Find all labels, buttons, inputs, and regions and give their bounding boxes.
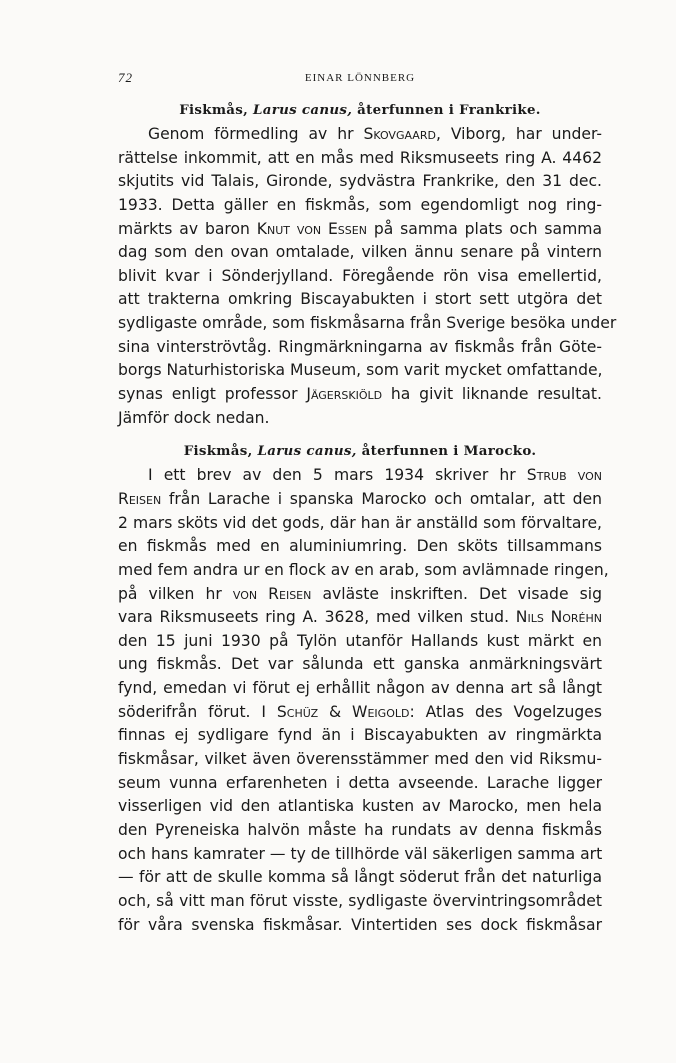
text-line bbox=[118, 288, 602, 312]
small-caps-name: Jägerskiöld bbox=[306, 385, 383, 404]
text-segment: ha givit liknande resultat. bbox=[382, 385, 602, 404]
small-caps-name: Nils Noréhn bbox=[515, 608, 602, 627]
text-segment: blivit kvar i Sönderjylland. Föregående rön visa emellertid, bbox=[118, 266, 602, 285]
text-line bbox=[118, 701, 602, 725]
text-segment: skjutits vid Talais, Gironde, sydvästra Frankrike, den 31 dec. bbox=[118, 172, 602, 191]
section-title-part: Fiskmås, bbox=[179, 102, 254, 118]
text-line bbox=[118, 819, 602, 843]
text-segment: dag som den ovan omtalade, vilken ännu senare på vintern bbox=[118, 243, 602, 262]
text-line bbox=[118, 535, 602, 559]
text-segment: finnas ej sydligare fynd än i Biscayabukten av ringmärkta bbox=[118, 726, 602, 745]
text-segment: och hans kamrater — ty de tillhörde väl säkerligen samma art bbox=[118, 844, 603, 863]
text-line bbox=[118, 123, 602, 147]
text-segment: 2 mars sköts vid det gods, där han är anställd som förvaltare, bbox=[118, 513, 602, 532]
page-number: 72 bbox=[118, 70, 133, 85]
text-line bbox=[118, 312, 617, 336]
section-title-part: återfunnen i Marocko. bbox=[356, 443, 537, 460]
page-header bbox=[118, 70, 602, 88]
text-line bbox=[118, 583, 602, 607]
running-head: EINAR LÖNNBERG bbox=[304, 72, 416, 84]
text-line bbox=[118, 843, 602, 867]
text-segment: för våra svenska fiskmåsar. Vintertiden ses dock fiskmåsar bbox=[118, 915, 602, 934]
text-line bbox=[118, 606, 602, 630]
paragraph-frankrike bbox=[118, 123, 617, 430]
text-line bbox=[118, 724, 602, 748]
text-line bbox=[118, 630, 602, 654]
page-content bbox=[118, 97, 617, 937]
section-title-marocko bbox=[118, 438, 602, 464]
text-line bbox=[118, 748, 602, 772]
small-caps-name: Knut von Essen bbox=[256, 219, 367, 238]
small-caps-name: Strub von bbox=[526, 466, 602, 485]
text-segment: rättelse inkommit, att en mås med Riksmuseets ring A. 4462 bbox=[118, 148, 602, 167]
text-line bbox=[118, 194, 602, 218]
text-segment: ung fiskmås. Det var sålunda ett ganska anmärkningsvärt bbox=[118, 655, 602, 674]
text-segment: märkts av baron bbox=[118, 219, 257, 238]
text-line bbox=[118, 653, 602, 677]
text-line bbox=[118, 170, 602, 194]
section-title-part: Fiskmås, bbox=[183, 443, 258, 460]
text-segment: fynd, emedan vi förut ej erhållit någon av denna art så långt bbox=[118, 679, 602, 698]
text-line bbox=[118, 677, 602, 701]
text-segment: avläste inskriften. Det visade sig bbox=[311, 584, 602, 603]
text-line bbox=[118, 336, 602, 360]
text-segment: den 15 juni 1930 på Tylön utanför Hallands kust märkt en bbox=[118, 631, 602, 650]
text-line bbox=[118, 914, 602, 938]
text-segment: visserligen vid den atlantiska kusten av Marocko, men hela bbox=[118, 797, 602, 816]
text-line bbox=[118, 359, 602, 383]
section-title-part: återfunnen i Frankrike. bbox=[352, 102, 541, 118]
section-title-latin-name: Larus canus, bbox=[253, 102, 353, 118]
text-segment: och, så vitt man förut visste, sydligaste övervintringsområdet bbox=[118, 891, 602, 910]
text-line bbox=[118, 795, 602, 819]
small-caps-name: von Reisen bbox=[232, 584, 312, 603]
text-line bbox=[118, 265, 602, 289]
section-title-frankrike bbox=[118, 97, 602, 123]
text-segment: borgs Naturhistoriska Museum, som varit mycket omfattande, bbox=[118, 361, 603, 380]
text-line bbox=[118, 464, 602, 488]
text-segment: , Viborg, har under- bbox=[435, 125, 602, 143]
text-segment: I ett brev av den 5 mars 1934 skriver hr bbox=[148, 466, 527, 485]
text-segment: att trakterna omkring Biscayabukten i stort sett utgöra det bbox=[118, 290, 602, 309]
text-segment: Genom förmedling av hr bbox=[148, 125, 364, 143]
text-segment: seum vunna erfarenheten i detta avseende. Larache ligger bbox=[118, 773, 602, 792]
text-segment: : Atlas des Vogelzuges bbox=[409, 702, 602, 721]
small-caps-name: Skovgaard bbox=[363, 125, 436, 143]
text-segment: fiskmåsar, vilket även överensstämmer med den vid Riksmu- bbox=[118, 750, 602, 769]
text-line bbox=[118, 866, 602, 890]
small-caps-name: Schüz & Weigold bbox=[276, 702, 410, 721]
text-segment: vara Riksmuseets ring A. 3628, med vilken stud. bbox=[118, 608, 516, 627]
paragraph-marocko bbox=[118, 464, 609, 937]
text-line bbox=[118, 772, 602, 796]
text-segment: — för att de skulle komma så långt söderut från det naturliga bbox=[118, 868, 602, 887]
text-line bbox=[118, 241, 602, 265]
text-line bbox=[118, 890, 602, 914]
text-line bbox=[118, 218, 602, 242]
text-segment: med fem andra ur en flock av en arab, som avlämnade ringen, bbox=[118, 560, 609, 579]
text-segment: 1933. Detta gäller en fiskmås, som egendomligt nog ring- bbox=[118, 195, 602, 214]
text-line bbox=[118, 559, 609, 583]
text-segment: på vilken hr bbox=[118, 584, 233, 603]
text-line bbox=[118, 488, 602, 512]
section-title-latin-name: Larus canus, bbox=[257, 443, 357, 460]
text-segment: från Larache i spanska Marocko och omtalar, att den bbox=[161, 489, 602, 508]
small-caps-name: Reisen bbox=[118, 489, 162, 508]
text-segment: söderifrån förut. I bbox=[118, 702, 277, 721]
text-line bbox=[118, 512, 602, 536]
text-segment: sydligaste område, som fiskmåsarna från Sverige besöka under bbox=[118, 314, 617, 333]
text-segment: på samma plats och samma bbox=[366, 219, 603, 238]
text-segment: en fiskmås med en aluminiumring. Den sköts tillsammans bbox=[118, 537, 602, 556]
text-segment: synas enligt professor bbox=[118, 385, 307, 404]
text-line bbox=[118, 383, 602, 407]
text-line bbox=[118, 147, 602, 171]
text-segment: den Pyreneiska halvön måste ha rundats av denna fiskmås bbox=[118, 820, 602, 839]
text-line bbox=[118, 407, 602, 431]
text-segment: Jämför dock nedan. bbox=[118, 408, 270, 427]
text-segment: sina vinterströvtåg. Ringmärkningarna av fiskmås från Göte- bbox=[118, 337, 602, 356]
